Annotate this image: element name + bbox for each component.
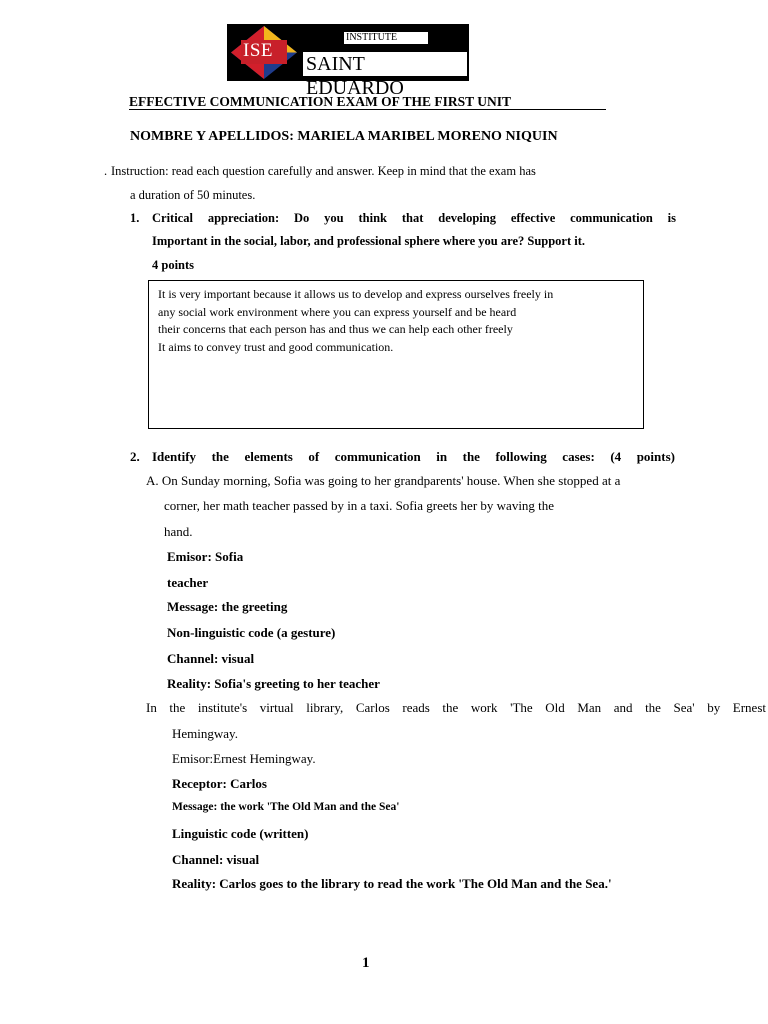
question-1-line-1: Critical appreciation: Do you think that developing effective communication is: [152, 211, 676, 225]
answer-line-4: It aims to convey trust and good communication.: [158, 340, 394, 354]
logo-institute-name: SAINT EDUARDO: [303, 52, 467, 76]
case-a-line-1: A. On Sunday morning, Sofia was going to her grandparents' house. When she stopped at a: [146, 473, 621, 488]
case-a-emisor: Emisor: Sofia: [167, 549, 244, 564]
page-number: 1: [362, 955, 370, 971]
logo-institute-label: INSTITUTE: [344, 32, 428, 44]
case-b-channel: Channel: visual: [172, 852, 260, 867]
question-2-number: 2.: [130, 449, 140, 464]
case-a-code: Non-linguistic code (a gesture): [167, 625, 336, 640]
instruction-line-1: Instruction: read each question carefully and answer. Keep in mind that the exam has: [111, 164, 536, 178]
case-b-line-1: In the institute's virtual library, Carlos reads the work 'The Old Man and the Sea' by Ernest: [146, 700, 766, 715]
case-a-reality: Reality: Sofia's greeting to her teacher: [167, 676, 380, 691]
instruction-bullet: .: [104, 164, 108, 178]
institute-logo: [227, 24, 469, 99]
answer-line-3: their concerns that each person has and thus we can help each other freely: [158, 322, 513, 336]
case-b-emisor: Emisor:Ernest Hemingway.: [172, 751, 316, 766]
question-1-line-2: Important in the social, labor, and professional sphere where you are? Support it.: [152, 234, 586, 248]
answer-line-1: It is very important because it allows us to develop and express ourselves freely in: [158, 287, 554, 301]
student-name: NOMBRE Y APELLIDOS: MARIELA MARIBEL MORENO NIQUIN: [130, 129, 558, 144]
case-b-reality: Reality: Carlos goes to the library to read the work 'The Old Man and the Sea.': [172, 876, 612, 891]
title-underline: [129, 109, 606, 110]
case-a-line-3: hand.: [164, 524, 193, 539]
question-2-heading: Identify the elements of communication in the following cases: (4 points): [152, 449, 675, 464]
case-a-channel: Channel: visual: [167, 651, 255, 666]
question-1-points: 4 points: [152, 258, 195, 272]
case-a-line-2: corner, her math teacher passed by in a taxi. Sofia greets her by waving the: [164, 498, 555, 513]
question-1-number: 1.: [130, 211, 140, 225]
exam-title: EFFECTIVE COMMUNICATION EXAM OF THE FIRST UNIT: [129, 94, 512, 109]
answer-line-2: any social work environment where you can express yourself and be heard: [158, 305, 517, 319]
case-a-receptor: teacher: [167, 575, 209, 590]
case-b-message: Message: the work 'The Old Man and the Sea': [172, 801, 400, 813]
case-b-code: Linguistic code (written): [172, 826, 309, 841]
instruction-line-2: a duration of 50 minutes.: [130, 188, 256, 202]
case-a-message: Message: the greeting: [167, 599, 288, 614]
logo-badge-text: ISE: [243, 40, 273, 61]
case-b-line-2: Hemingway.: [172, 726, 238, 741]
case-b-receptor: Receptor: Carlos: [172, 776, 267, 791]
